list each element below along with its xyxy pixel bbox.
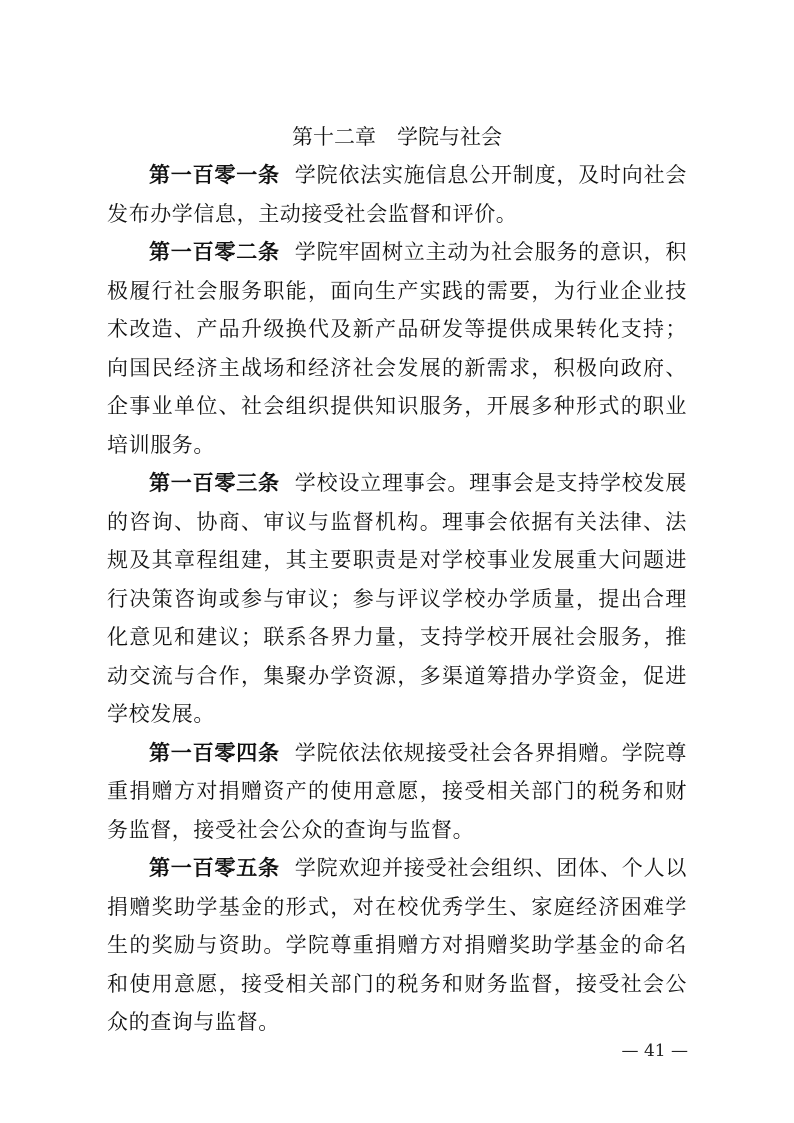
- document-page: [107, 118, 687, 1042]
- article-heading: 第一百零一条: [149, 163, 280, 187]
- article-heading: 第一百零二条: [149, 240, 280, 264]
- article-101: [107, 156, 687, 233]
- article-heading: 第一百零五条: [149, 856, 280, 880]
- page-number: — 41 —: [621, 1041, 688, 1061]
- article-text: 学院欢迎并接受社会组织、团体、个人以捐赠奖助学基金的形式，对在校优秀学生、家庭经济困难学生的奖励与资助。学院尊重捐赠方对捐赠奖助学基金的命名和使用意愿，接受相关部门的税务和财务监督，接受社会公众的查询与监督。: [107, 856, 687, 1034]
- article-104: [107, 734, 687, 850]
- article-heading: 第一百零四条: [149, 740, 280, 765]
- article-103: [107, 464, 687, 734]
- article-text: 学院牢固树立主动为社会服务的意识，积极履行社会服务职能，面向生产实践的需要，为行业企业技术改造、产品升级换代及新产品研发等提供成果转化支持；向国民经济主战场和经济社会发展的新需求，积极向政府、企事业单位、社会组织提供知识服务，开展多种形式的职业培训服务。: [107, 240, 687, 457]
- chapter-title: 第十二章 学院与社会: [292, 125, 502, 149]
- article-105: [107, 849, 687, 1042]
- article-102: [107, 233, 687, 464]
- article-text: 学院依法依规接受社会各界捐赠。学院尊重捐赠方对捐赠资产的使用意愿，接受相关部门的税务和财务监督，接受社会公众的查询与监督。: [107, 740, 687, 842]
- article-heading: 第一百零三条: [149, 471, 280, 495]
- article-text: 学院依法实施信息公开制度，及时向社会发布办学信息，主动接受社会监督和评价。: [107, 163, 687, 226]
- article-text: 学校设立理事会。理事会是支持学校发展的咨询、协商、审议与监督机构。理事会依据有关法律、法规及其章程组建，其主要职责是对学校事业发展重大问题进行决策咨询或参与审议；参与评议学校办学质量，提出合理化意见和建议；联系各界力量，支持学校开展社会服务，推动交流与合作，集聚办学资源，多渠道筹措办学资金，促进学校发展。: [107, 471, 687, 726]
